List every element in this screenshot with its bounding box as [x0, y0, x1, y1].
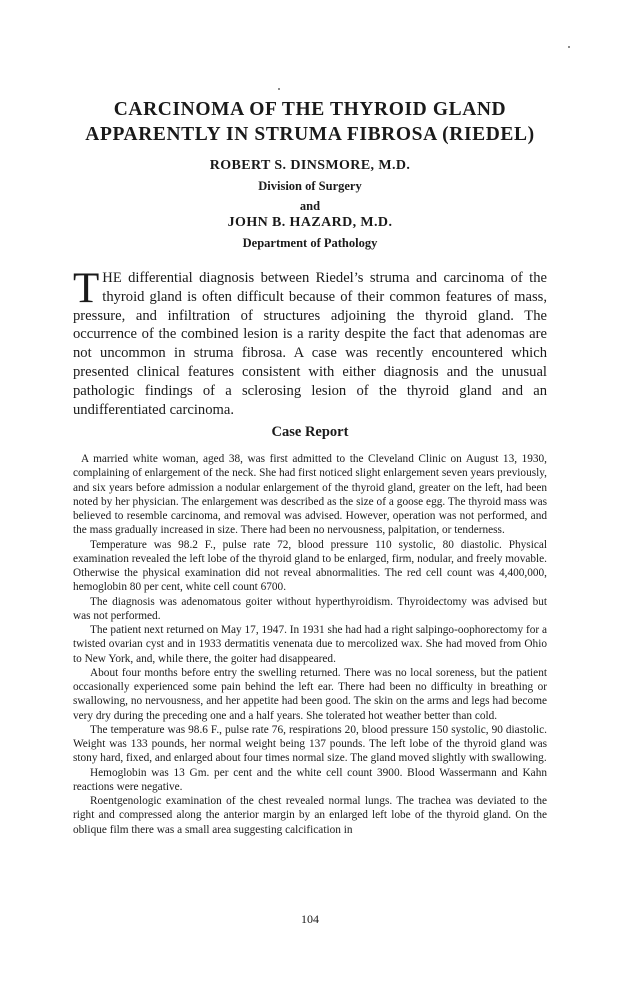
page-number: 104	[301, 912, 319, 926]
author-name-2: JOHN B. HAZARD, M.D.	[227, 215, 393, 230]
author-affiliation-2: Department of Pathology	[242, 236, 378, 250]
body-paragraph: The diagnosis was adenomatous goiter without hyperthyroidism. Thyroidectomy was advised but was not performed.	[73, 595, 547, 622]
author-name-1: ROBERT S. DINSMORE, M.D.	[209, 158, 411, 173]
article-title-line-2: APPARENTLY IN STRUMA FIBROSA (RIEDEL)	[85, 124, 535, 145]
scan-speck	[278, 88, 280, 90]
body-paragraph: The patient next returned on May 17, 1947. In 1931 she had had a right salpingo-oophorectomy for a twisted ovarian cyst and in 1933 dermatitis venenata due to mercolized wax. She had moved from Ohio to New York, and, while there, the goiter had disappeared.	[73, 624, 547, 665]
body-paragraph: Hemoglobin was 13 Gm. per cent and the white cell count 3900. Blood Wassermann and Kahn reactions were negative.	[73, 766, 547, 793]
body-paragraph: Temperature was 98.2 F., pulse rate 72, blood pressure 110 systolic, 80 diastolic. Physical examination revealed the left lobe of the thyroid gland to be enlarged, firm, nodular, and freely movable. Otherwise the physical examination did not reveal abnormalities. The red cell count was 4,400,000, hemoglobin 80 per cent, white cell count 6700.	[73, 538, 547, 594]
introduction-paragraph	[73, 265, 547, 419]
body-paragraph: The temperature was 98.6 F., pulse rate 76, respirations 20, blood pressure 150 systolic, 90 diastolic. Weight was 133 pounds, her normal weight being 137 pounds. The left lobe of the thyroid gland was stony hard, fixed, and enlarged about four times normal size. The gland moved slightly with swallowing.	[73, 723, 547, 765]
author-conjunction: and	[299, 199, 321, 213]
article-title-line-1: CARCINOMA OF THE THYROID GLAND	[113, 99, 507, 120]
scan-speck	[568, 46, 570, 48]
body-paragraph: A married white woman, aged 38, was first admitted to the Cleveland Clinic on August 13, 1930, complaining of enlargement of the neck. She had first noticed slight enlargement seven years previously, and six years before admission a nodular enlargement of the thyroid gland, greater on the left, had been noted by her physician. The enlargement was described as the size of a goose egg. The thyroid mass was believed to resemble carcinoma, and removal was advised. However, operation was not performed, and the mass gradually increased in size. There had been no nervousness, palpitation, or tenderness.	[73, 453, 547, 537]
introduction-text: HE differential diagnosis between Riedel’s struma and carcinoma of the thyroid gland is often difficult because of their common features of mass, pressure, and infiltration of structures adjoining the thyroid gland. The occurrence of the combined lesion is a rarity despite the fact that adenomas are not uncommon in struma fibrosa. A case was recently encountered which presented clinical features consistent with either diagnosis and the unusual pathologic findings of a sclerosing lesion of the thyroid gland and an undifferentiated carcinoma.	[73, 270, 547, 418]
body-paragraph: Roentgenologic examination of the chest revealed normal lungs. The trachea was deviated to the right and compressed along the anterior margin by an enlarged left lobe of the thyroid gland. On the oblique film there was a small area suggesting calcification in	[73, 795, 547, 836]
author-affiliation-1: Division of Surgery	[258, 179, 362, 193]
body-paragraph: About four months before entry the swelling returned. There was no local soreness, but the patient occasionally experienced some pain behind the left ear. There had been no difficulty in breathing or swallowing, no nervousness, and her appetite had been good. The skin on the arms and legs had become very dry during the preceding one and a half years. She tolerated hot weather better than cold.	[73, 666, 547, 722]
drop-cap: T	[73, 265, 100, 312]
case-report-body	[73, 452, 547, 837]
section-heading: Case Report	[271, 424, 349, 440]
